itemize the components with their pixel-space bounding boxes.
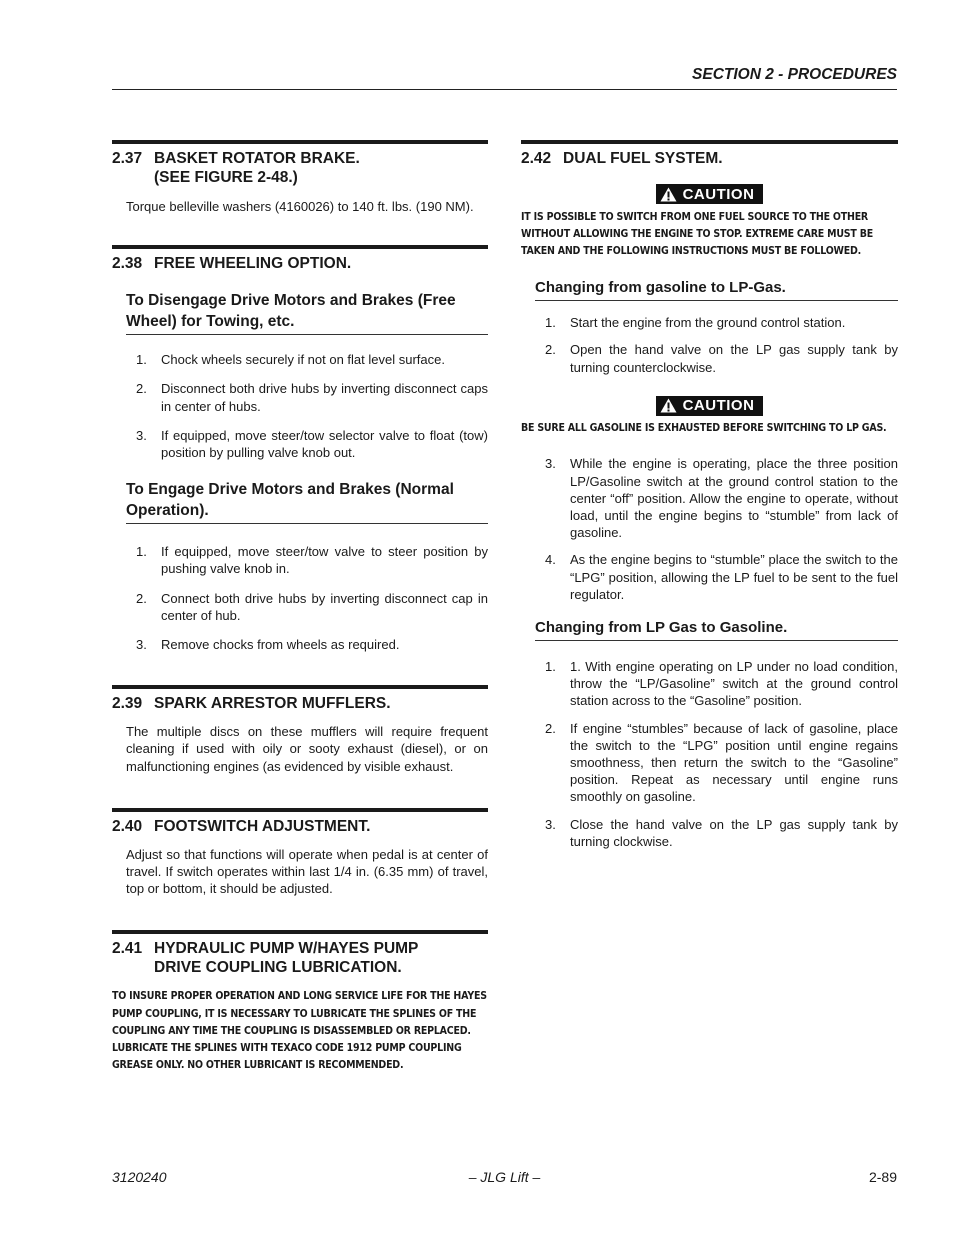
list-item: 3. Close the hand valve on the LP gas supply tank by turning clockwise. (545, 816, 898, 849)
section-number: 2.37 (112, 150, 143, 167)
caution-label: CAUTION (682, 185, 755, 203)
section-number: 2.41 (112, 940, 143, 958)
section-title: DUAL FUEL SYSTEM. (563, 150, 723, 167)
section-title: SPARK ARRESTOR MUFFLERS. (154, 695, 391, 713)
gas-to-lp-subheading: Changing from gasoline to LP-Gas. (535, 278, 898, 301)
section-title-line1: HYDRAULIC PUMP W/HAYES PUMP (154, 940, 419, 958)
left-column (112, 140, 488, 1073)
section-2-42-heading (521, 149, 898, 168)
caution-badge (656, 396, 764, 416)
section-title-line2: (SEE FIGURE 2-48.) (154, 169, 298, 186)
list-item: 1. If equipped, move steer/tow valve to steer position by pushing valve knob in. (136, 544, 488, 577)
lp-to-gas-subheading: Changing from LP Gas to Gasoline. (535, 618, 898, 641)
list-item: 3. While the engine is operating, place the three position LP/Gasoline switch at the ground control station to the center “off” position. Allow the engine to operate, without load, until the engine begins to “stumble” from lack of gasoline. (545, 456, 898, 541)
list-item: 3. Remove chocks from wheels as required. (136, 637, 400, 653)
section-2-39-body: The multiple discs on these mufflers will require frequent cleaning if used with oily or sooty exhaust (diesel), or on malfunctioning engines (as evidenced by visible exhaust. (126, 724, 488, 774)
section-title-line1: BASKET ROTATOR BRAKE. (154, 150, 360, 167)
caution-text-2: BE SURE ALL GASOLINE IS EXHAUSTED BEFORE SWITCHING TO LP GAS. (521, 421, 887, 435)
gas-to-lp-steps-a (535, 314, 898, 376)
section-2-37-heading (112, 149, 488, 187)
disengage-steps (126, 351, 488, 461)
list-item: 1. Start the engine from the ground control station. (545, 315, 846, 331)
section-header-title: SECTION 2 - PROCEDURES (692, 66, 897, 83)
lp-to-gas-steps (535, 658, 898, 850)
section-number: 2.39 (112, 695, 143, 713)
section-2-41 (112, 930, 488, 1073)
section-2-38-heading (112, 254, 488, 273)
section-2-39-heading (112, 694, 488, 713)
section-number: 2.40 (112, 817, 143, 835)
engage-steps (126, 543, 488, 653)
caution-badge (656, 184, 764, 204)
list-item: 3. If equipped, move steer/tow selector valve to float (tow) position by pulling valve knob out. (136, 427, 488, 461)
list-item: 2. If engine “stumbles” because of lack of gasoline, place the switch to the “LPG” position until engine regains smoothness, then return the switch to the “Gasoline” position. Repeat as necessary until engine runs smoothly on gasoline. (545, 720, 898, 805)
section-number: 2.38 (112, 255, 143, 273)
section-title: FOOTSWITCH ADJUSTMENT. (154, 817, 371, 835)
warning-triangle-icon (660, 398, 677, 413)
section-2-39 (112, 685, 488, 775)
warning-triangle-icon (660, 187, 677, 202)
section-2-40 (112, 808, 488, 898)
footer-doc-number: 3120240 (112, 1169, 167, 1185)
footer-center: – JLG Lift – (468, 1169, 541, 1185)
section-2-41-heading (112, 939, 488, 977)
section-2-42 (521, 140, 898, 850)
list-item: 2. Connect both drive hubs by inverting disconnect cap in center of hub. (136, 590, 488, 623)
section-number: 2.42 (521, 150, 552, 167)
footer-page-number: 2-89 (868, 1169, 897, 1185)
disengage-subheading: To Disengage Drive Motors and Brakes (Free Wheel) for Towing, etc. (126, 290, 488, 335)
coupling-lubrication-note: TO INSURE PROPER OPERATION AND LONG SERVICE LIFE FOR THE HAYES PUMP COUPLING, IT IS NECESSARY TO LUBRICATE THE SPLINES OF THE COUPLING ANY TIME THE COUPLING IS DISASSEMBLED OR REPLACED. LUBRICATE THE SPLINES WITH TEXACO CODE 1912 PUMP COUPLING GREASE ONLY. NO OTHER LUBRICANT IS RECOMMENDED. (112, 989, 487, 1072)
header-rule (112, 89, 897, 90)
gas-to-lp-steps-b (535, 455, 898, 603)
list-item: 2. Open the hand valve on the LP gas supply tank by turning counterclockwise. (545, 342, 898, 375)
right-column (521, 140, 898, 850)
engage-subheading: To Engage Drive Motors and Brakes (Normal Operation). (126, 479, 488, 524)
section-2-37-body: Torque belleville washers (4160026) to 140 ft. lbs. (190 NM). (126, 199, 474, 214)
section-2-38 (112, 245, 488, 653)
list-item: 4. As the engine begins to “stumble” place the switch to the “LPG” position, allowing the LP fuel to be sent to the fuel regulator. (545, 552, 898, 602)
section-title: FREE WHEELING OPTION. (154, 255, 352, 273)
section-2-40-heading (112, 817, 488, 836)
section-2-37 (112, 140, 488, 215)
list-item: 1. Chock wheels securely if not on flat level surface. (136, 352, 445, 368)
list-item: 1. 1. With engine operating on LP under no load condition, throw the “LP/Gasoline” switch at the ground control station across to the “Gasoline” position. (545, 659, 898, 709)
list-item: 2. Disconnect both drive hubs by inverting disconnect caps in center of hubs. (136, 381, 488, 414)
caution-label: CAUTION (682, 397, 755, 415)
caution-text-1: IT IS POSSIBLE TO SWITCH FROM ONE FUEL SOURCE TO THE OTHER WITHOUT ALLOWING THE ENGINE TO STOP. EXTREME CARE MUST BE TAKEN AND THE FOLLOWING INSTRUCTIONS MUST BE FOLLOWED. (521, 209, 873, 257)
section-2-40-body: Adjust so that functions will operate when pedal is at center of travel. If switch operates within last 1/4 in. (6.35 mm) of travel, top or bottom, it should be adjusted. (126, 846, 488, 897)
section-title-line2: DRIVE COUPLING LUBRICATION. (154, 959, 402, 977)
